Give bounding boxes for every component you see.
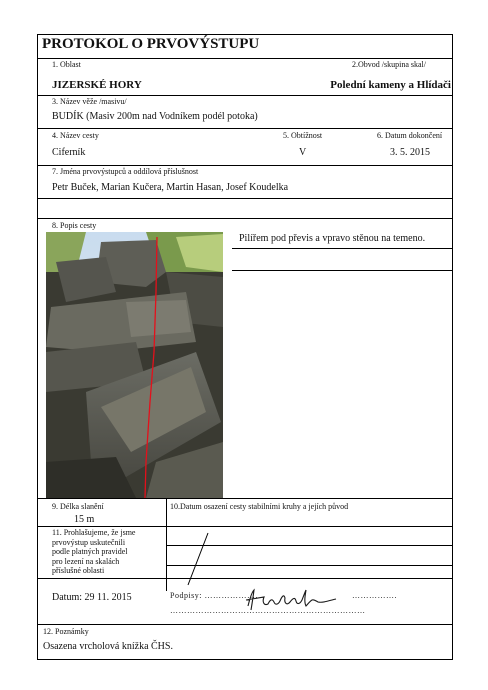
podpisy-label: Podpisy: (170, 591, 203, 600)
prohlaseni-line: příslušné oblasti (52, 566, 105, 576)
datum-value: 29 11. 2015 (84, 592, 132, 603)
divider (37, 624, 453, 625)
divider (37, 498, 453, 499)
oblast-value: JIZERSKÉ HORY (52, 79, 142, 91)
popis-cesty-value: Pilířem pod převis a vpravo stěnou na temeno. (239, 233, 426, 244)
prohlaseni-line: podle platných pravidel (52, 547, 128, 557)
nazev-veze-label: 3. Název věže /masivu/ (52, 97, 127, 106)
signature-dots: ………………. (204, 591, 259, 600)
divider (37, 218, 453, 219)
declaration-strike (166, 527, 453, 591)
datum-label: Datum: (52, 592, 82, 603)
divider (37, 128, 453, 129)
divider (37, 58, 453, 59)
route-photo-image (46, 232, 223, 498)
osazeni-kruhy-label: 10.Datum osazení cesty stabilními kruhy a jejích původ (170, 502, 349, 511)
obvod-label: 2.Obvod /skupina skal/ (352, 60, 426, 69)
prvovystupci-label: 7. Jména prvovýstupců a oddílová příslušnost (52, 167, 199, 176)
nazev-cesty-value: Ciferník (52, 147, 86, 158)
divider (37, 165, 453, 166)
obtiznost-label: 5. Obtížnost (283, 131, 323, 140)
prohlaseni-line: pro lezení na skalách (52, 556, 120, 566)
delka-slaneni-value: 15 m (74, 514, 95, 525)
prvovystupci-value: Petr Buček, Marian Kučera, Martin Hasan, Josef Koudelka (52, 182, 289, 193)
oblast-label: 1. Oblast (52, 60, 81, 69)
nazev-veze-value: BUDÍK (Masiv 200m nad Vodníkem podél potoka) (52, 111, 258, 122)
form-title: PROTOKOL O PRVOVÝSTUPU (42, 36, 260, 52)
obvod-value: Polední kameny a Hlídači (330, 79, 451, 91)
route-photo (46, 232, 223, 498)
poznamky-label: 12. Poznámky (43, 627, 89, 636)
signature-dots: ……………. (352, 591, 397, 600)
divider (37, 578, 453, 579)
poznamky-value: Osazena vrcholová knížka ČHS. (43, 641, 173, 652)
prohlaseni-line: 11. Prohlašujeme, že jsme (52, 528, 136, 537)
signature-dots: …………………………………………………………… (170, 606, 366, 615)
datum-dokonceni-value: 3. 5. 2015 (390, 147, 430, 158)
datum (52, 592, 132, 603)
description-line (232, 270, 453, 271)
prohlaseni-line: prvovýstup uskutečnili (52, 537, 126, 547)
description-line (232, 248, 453, 249)
datum-dokonceni-label: 6. Datum dokončení (377, 131, 443, 140)
obtiznost-value: V (299, 147, 307, 158)
prohlaseni-text (52, 528, 166, 576)
divider (37, 198, 453, 199)
divider (37, 95, 453, 96)
popis-cesty-label: 8. Popis cesty (52, 221, 97, 230)
delka-slaneni-label: 9. Délka slanění (52, 502, 104, 511)
nazev-cesty-label: 4. Název cesty (52, 131, 99, 140)
handwritten-signature (240, 586, 350, 614)
